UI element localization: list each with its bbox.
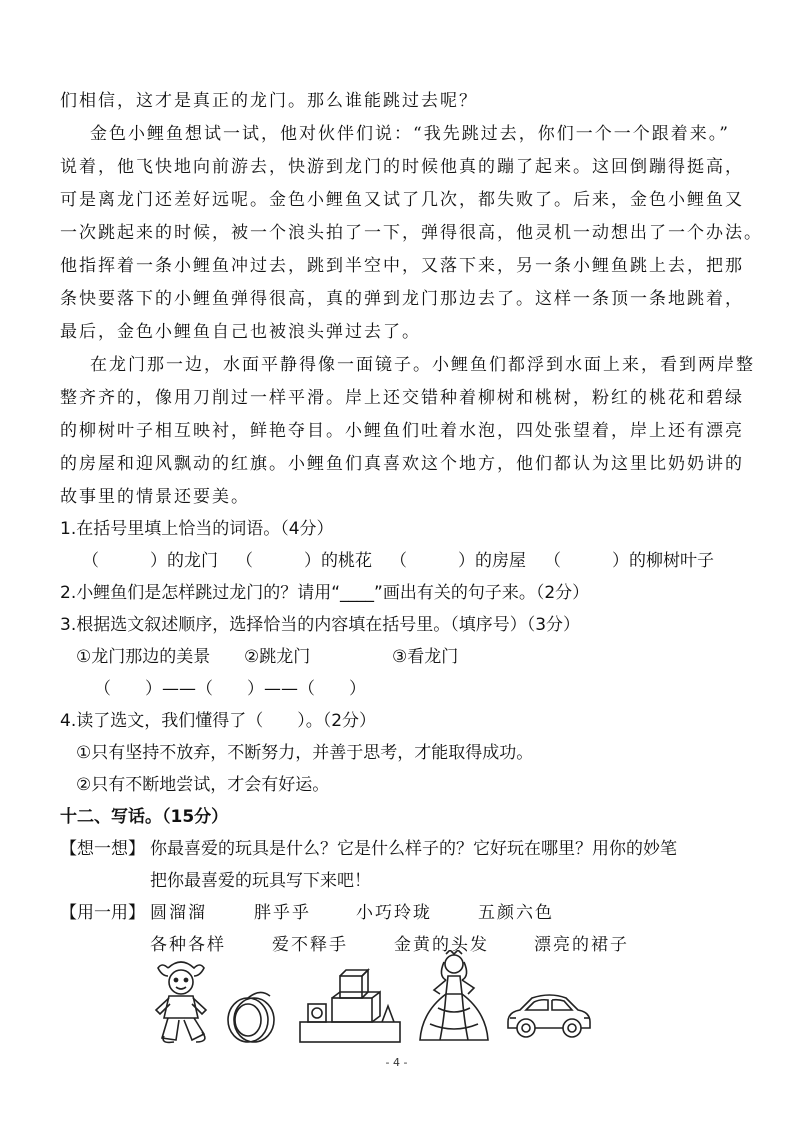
passage-line-13: 故事里的情景还要美。 (60, 487, 250, 507)
question-1-blank-1[interactable]: （ ）的龙门 (82, 551, 218, 571)
passage-line-9: 在龙门那一边，水面平静得像一面镜子。小鲤鱼们都浮到水面上来，看到两岸整 (90, 355, 755, 375)
word-5: 各种各样 (150, 935, 226, 955)
passage-line-5: 一次跳起来的时候，被一个浪头拍了一下，弹得很高，他灵机一动想出了一个办法。 (60, 223, 763, 243)
question-1-blank-4[interactable]: （ ）的柳树叶子 (544, 551, 714, 571)
page-number: - 4 - (385, 1056, 408, 1069)
word-3: 小巧玲珑 (356, 903, 432, 923)
passage-line-11: 的柳树叶子相互映衬，鲜艳夺目。小鲤鱼们吐着水泡，四处张望着，岸上还有漂亮 (60, 421, 744, 441)
question-4-prompt: 4.读了选文，我们懂得了（ ）。（2分） (60, 711, 377, 731)
writing-heading: 十二、写话。（15分） (60, 807, 229, 827)
word-2: 胖乎乎 (254, 903, 311, 923)
question-1-blank-2[interactable]: （ ）的桃花 (236, 551, 372, 571)
word-7: 金黄的头发 (394, 935, 489, 955)
question-2-prompt: 2.小鲤鱼们是怎样跳过龙门的？请用“____”画出有关的句子来。（2分） (60, 583, 590, 603)
question-1-prompt: 1.在括号里填上恰当的词语。（4分） (60, 519, 334, 539)
passage-line-6: 他指挥着一条小鲤鱼冲过去，跳到半空中，又落下来，另一条小鲤鱼跳上去，把那 (60, 256, 744, 276)
passage-line-2: 金色小鲤鱼想试一试，他对伙伴们说：“我先跳过去，你们一个一个跟着来。” (90, 124, 730, 144)
passage-line-4: 可是离龙门还差好远呢。金色小鲤鱼又试了几次，都失败了。后来，金色小鲤鱼又 (60, 190, 744, 210)
building-blocks-icon (296, 962, 404, 1046)
question-3-prompt: 3.根据选文叙述顺序，选择恰当的内容填在括号里。（填序号）（3分） (60, 615, 581, 635)
think-prompt-line-2: 把你最喜爱的玩具写下来吧！ (150, 871, 371, 891)
passage-line-3: 说着，他飞快地向前游去，快游到龙门的时候他真的蹦了起来。这回倒蹦得挺高， (60, 157, 744, 177)
toy-car-icon (504, 990, 594, 1042)
use-label: 【用一用】 (60, 903, 145, 923)
question-3-option-2: ②跳龙门 (244, 647, 311, 667)
passage-line-1: 们相信，这才是真正的龙门。那么谁能跳过去呢？ (60, 91, 478, 111)
doll-icon (150, 958, 212, 1046)
question-3-option-3: ③看龙门 (392, 647, 459, 667)
think-prompt-line-1: 你最喜爱的玩具是什么？它是什么样子的？它好玩在哪里？用你的妙笔 (150, 839, 677, 859)
princess-icon (416, 950, 492, 1046)
word-6: 爱不释手 (272, 935, 348, 955)
word-4: 五颜六色 (478, 903, 554, 923)
question-4-option-2: ②只有不断地尝试，才会有好运。 (76, 775, 330, 795)
question-4-option-1: ①只有坚持不放弃，不断努力，并善于思考，才能取得成功。 (76, 743, 534, 763)
passage-line-8: 最后，金色小鲤鱼自己也被浪头弹过去了。 (60, 322, 421, 342)
passage-line-10: 整齐齐的，像用刀削过一样平滑。岸上还交错种着柳树和桃树，粉红的桃花和碧绿 (60, 388, 744, 408)
passage-line-12: 的房屋和迎风飘动的红旗。小鲤鱼们真喜欢这个地方，他们都认为这里比奶奶讲的 (60, 454, 744, 474)
yoyo-icon (220, 990, 276, 1046)
question-1-blank-3[interactable]: （ ）的房屋 (390, 551, 526, 571)
passage-line-7: 条快要落下的小鲤鱼弹得很高，真的弹到龙门那边去了。这样一条顶一条地跳着， (60, 289, 744, 309)
question-3-answer-line[interactable]: （ ）——（ ）——（ ） (94, 679, 366, 699)
think-label: 【想一想】 (60, 839, 145, 859)
word-8: 漂亮的裙子 (534, 935, 629, 955)
word-1: 圆溜溜 (150, 903, 207, 923)
question-3-option-1: ①龙门那边的美景 (76, 647, 211, 667)
